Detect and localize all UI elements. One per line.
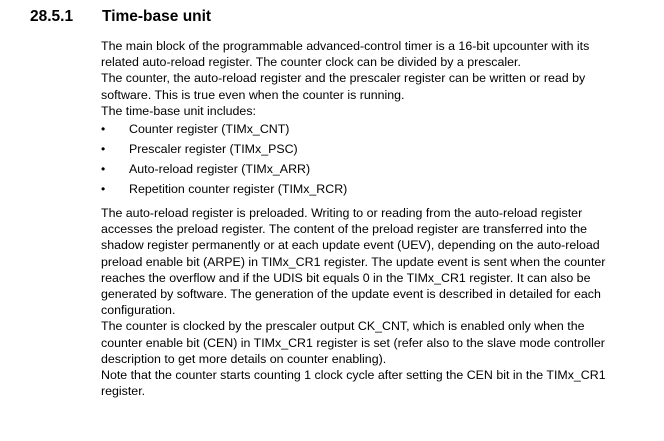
text-line: shadow register permanently or at each update event (UEV), depending on the auto-reload [101,238,600,253]
paragraph-note [101,367,646,399]
text-line: preload enable bit (ARPE) in TIMx_CR1 register. The update event is sent when the counter [101,254,606,269]
text-line: software. This is true even when the counter is running. [101,87,405,102]
bullet-marker: • [101,142,106,157]
text-line: reaches the overflow and if the UDIS bit equals 0 in the TIMx_CR1 register. It can also be [101,270,591,285]
text-line: The counter, the auto-reload register and the prescaler register can be written or read by [101,71,586,86]
text-line: generated by software. The generation of the update event is described in detailed for each [101,287,601,302]
text-line: configuration. [101,303,176,318]
text-line: related auto-reload register. The counter clock can be divided by a prescaler. [101,55,521,70]
list-item [101,119,646,139]
section-heading [30,8,211,30]
list-item [101,139,646,159]
paragraph-preload [101,205,646,318]
list-item [101,179,646,199]
bullet-marker: • [101,162,106,177]
text-line: The main block of the programmable advanced-control timer is a 16-bit upcounter with its [101,39,590,53]
text-line: register. [101,384,146,399]
register-list [101,119,646,199]
list-item-text: Counter register (TIMx_CNT) [129,122,290,137]
text-line: accesses the preload register. The content of the preload register are transferred into the [101,222,588,237]
section-title: Time-base unit [102,8,212,25]
bullet-marker: • [101,182,106,197]
list-item-text: Prescaler register (TIMx_PSC) [129,142,298,157]
text-line: counter enable bit (CEN) in TIMx_CR1 register is set (refer also to the slave mode controller [101,335,605,350]
paragraph-read-write [101,70,646,102]
paragraph-includes: The time-base unit includes: [101,103,256,118]
text-line: The auto-reload register is preloaded. Writing to or reading from the auto-reload register [101,206,583,221]
section-body [101,38,646,399]
list-item [101,159,646,179]
paragraph-clock [101,318,646,367]
paragraph-intro [101,38,646,70]
list-item-text: Repetition counter register (TIMx_RCR) [129,182,348,197]
text-line: Note that the counter starts counting 1 clock cycle after setting the CEN bit in the TIMx_CR1 [101,368,606,383]
bullet-marker: • [101,122,106,137]
text-line: description to get more details on counter enabling). [101,351,387,366]
text-line: The counter is clocked by the prescaler output CK_CNT, which is enabled only when the [101,319,585,334]
list-item-text: Auto-reload register (TIMx_ARR) [129,162,311,177]
section-number: 28.5.1 [30,8,74,25]
